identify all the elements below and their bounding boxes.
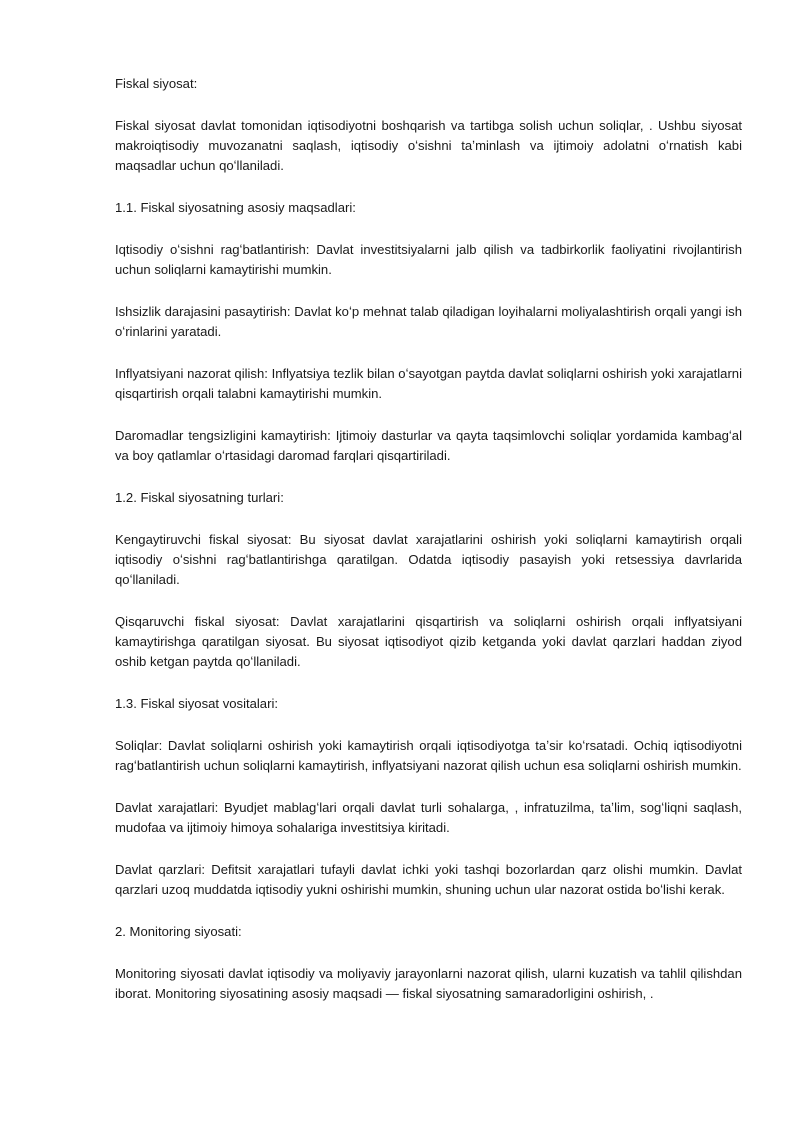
section-heading-1-1: 1.1. Fiskal siyosatning asosiy maqsadlari: [115,200,356,215]
intro-paragraph: Fiskal siyosat davlat tomonidan iqtisodiyotni boshqarish va tartibga solish uchun soliqlar, . Ushbu siyosat makroiqtisodiy muvozanatni saqlash, iqtisodiy oʻsishni taʼminlash va ijtimoiy adolatni oʻrnatish kabi maqsadlar uchun qoʻllaniladi. [115,118,742,173]
paragraph-income-inequality: Daromadlar tengsizligini kamaytirish: Ijtimoiy dasturlar va qayta taqsimlovchi soliqlar yordamida kambagʻal va boy qatlamlar oʻrtasidagi daromad farqlari qisqartiriladi. [115,428,742,463]
paragraph-contractionary-policy: Qisqaruvchi fiskal siyosat: Davlat xarajatlarini qisqartirish va soliqlarni oshirish orqali inflyatsiyani kamaytirishga qaratilgan siyosat. Bu siyosat iqtisodiyot qizib ketganda yoki davlat qarzlari haddan ziyod oshib ketgan paytda qoʻllaniladi. [115,614,742,669]
section-heading-1-3: 1.3. Fiskal siyosat vositalari: [115,696,279,711]
document-body [115,74,742,1026]
paragraph-taxes: Soliqlar: Davlat soliqlarni oshirish yoki kamaytirish orqali iqtisodiyotga taʼsir koʻrsatadi. Ochiq iqtisodiyotni ragʻbatlantirish uchun soliqlarni kamaytirish, inflyatsiyani nazorat qilish uchun esa soliqlarni oshirish mumkin. [115,738,742,773]
paragraph-inflation-control: Inflyatsiyani nazorat qilish: Inflyatsiya tezlik bilan oʻsayotgan paytda davlat soliqlarni oshirish yoki xarajatlarni qisqartirish orqali talabni kamaytirishi mumkin. [115,366,742,401]
paragraph-expansionary-policy: Kengaytiruvchi fiskal siyosat: Bu siyosat davlat xarajatlarini oshirish yoki soliqlarni kamaytirish orqali iqtisodiy oʻsishni ragʻbatlantirishga qaratilgan. Odatda iqtisodiy pasayish yoki retsessiya davrlarida qoʻllaniladi. [115,532,742,587]
paragraph-monitoring: Monitoring siyosati davlat iqtisodiy va moliyaviy jarayonlarni nazorat qilish, ularni kuzatish va tahlil qilishdan iborat. Monitoring siyosatining asosiy maqsadi — fiskal siyosatning samaradorligini oshirish, . [115,966,742,1001]
section-heading-1-2: 1.2. Fiskal siyosatning turlari: [115,490,284,505]
paragraph-government-debt: Davlat qarzlari: Defitsit xarajatlari tufayli davlat ichki yoki tashqi bozorlardan qarz olishi mumkin. Davlat qarzlari uzoq muddatda iqtisodiy yukni oshirishi mumkin, shuning uchun ular nazorat ostida boʻlishi kerak. [115,862,742,897]
paragraph-government-spending: Davlat xarajatlari: Byudjet mablagʻlari orqali davlat turli sohalarga, , infratuzilma, taʼlim, sogʻliqni saqlash, mudofaa va ijtimoiy himoya sohalariga investitsiya kiritadi. [115,800,742,835]
section-heading-2: 2. Monitoring siyosati: [115,924,242,939]
document-title: Fiskal siyosat: [115,76,198,91]
paragraph-economic-growth: Iqtisodiy oʻsishni ragʻbatlantirish: Davlat investitsiyalarni jalb qilish va tadbirkorlik faoliyatini rivojlantirish uchun soliqlarni kamaytirishi mumkin. [115,242,742,277]
paragraph-unemployment: Ishsizlik darajasini pasaytirish: Davlat koʻp mehnat talab qiladigan loyihalarni moliyalashtirish orqali yangi ish oʻrinlarini yaratadi. [115,304,742,339]
